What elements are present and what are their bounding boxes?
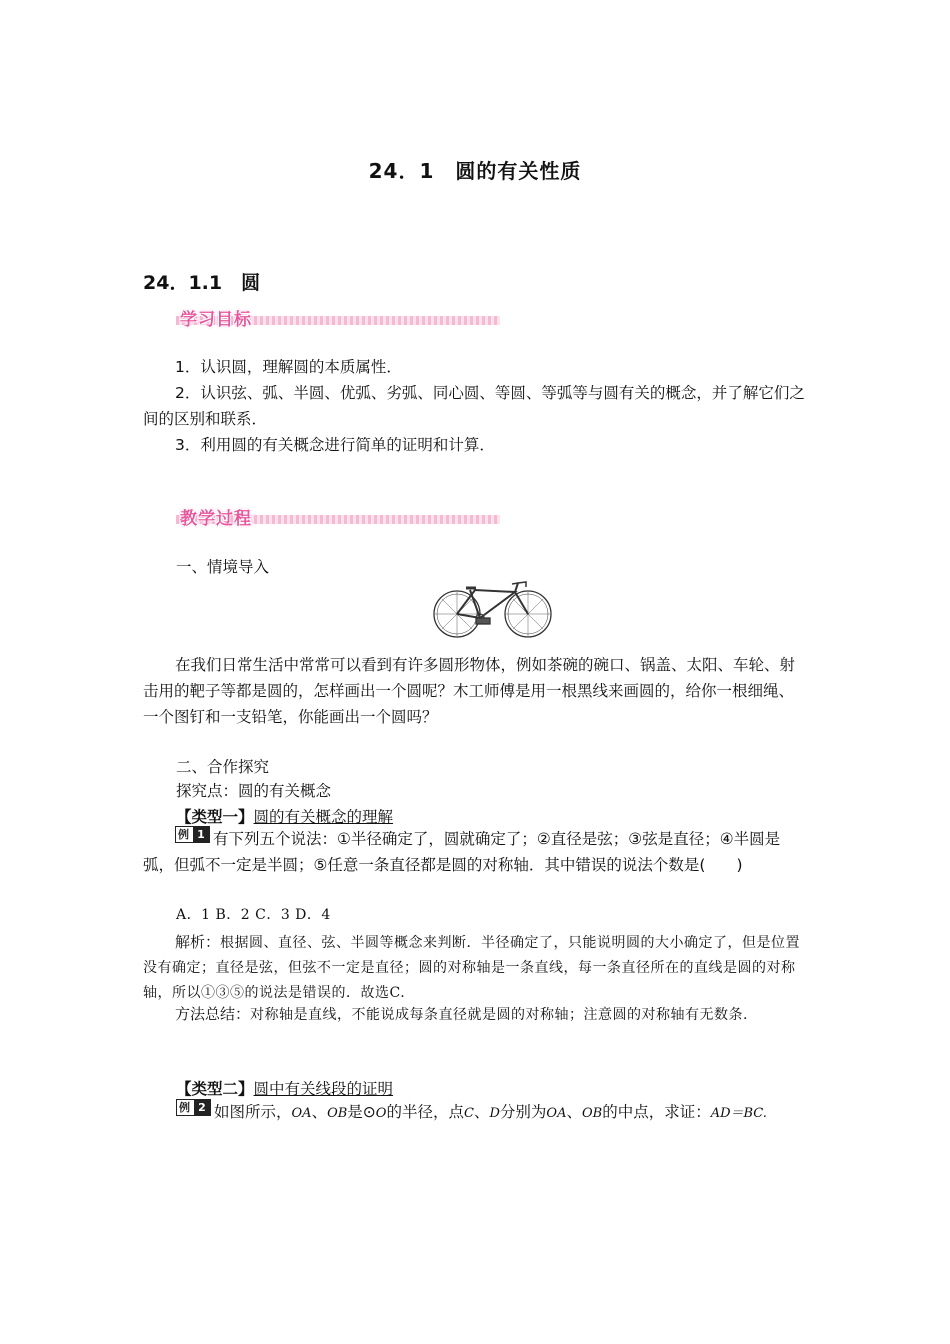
intro-paragraph: 在我们日常生活中常常可以看到有许多圆形物体，例如茶碗的碗口、锅盖、太阳、车轮、射击用的靶子等都是圆的，怎样画出一个圆呢？木工师傅是用一根黑线来画圆的，给你一根细绳、一个图钉和一支铅笔，你能画出一个圆吗？: [143, 656, 796, 726]
goals-badge: [176, 305, 500, 330]
analysis-label: 解析：: [175, 933, 221, 951]
example1-summary: [143, 1002, 808, 1027]
bicycle-image: [430, 578, 556, 642]
type1-bracket: 【类型一】: [176, 808, 254, 826]
example2-text: 例 2 如图所示，OA、OB是⊙O的半径，点C、D分别为OA、OB的中点，求证：AD＝BC.: [176, 1099, 767, 1127]
process-badge: [176, 504, 500, 529]
analysis-text: 根据圆、直径、弦、半圆等概念来判断．半径确定了，只能说明圆的大小确定了，但是位置没有确定；直径是弦，但弦不一定是直径；圆的对称轴是一条直线，每一条直径所在的直线是圆的对称轴，所以①③⑤的说法是错误的．故选C.: [143, 935, 801, 1001]
process-badge-label: 教学过程: [180, 509, 252, 529]
example1-question: 有下列五个说法：①半径确定了，圆就确定了；②直径是弦；③弦是直径；④半圆是弧，但弧不一定是半圆；⑤任意一条直径都是圆的对称轴．其中错误的说法个数是( ): [143, 830, 781, 874]
goals-badge-label: 学习目标: [180, 310, 252, 330]
type1-name: 圆的有关概念的理解: [253, 808, 394, 826]
summary-label: 方法总结：: [175, 1005, 251, 1023]
type2-bracket: 【类型二】: [176, 1080, 254, 1098]
goal-item-1: 1．认识圆，理解圆的本质属性．: [175, 358, 402, 376]
explore-point: 探究点：圆的有关概念: [176, 782, 332, 800]
example2-badge: 例 2: [176, 1099, 211, 1116]
goal-item-3: 3．利用圆的有关概念进行简单的证明和计算．: [175, 436, 495, 454]
example1-analysis: [143, 930, 808, 1005]
section-title: 24．1.1 圆: [143, 272, 261, 294]
example1-text: [143, 826, 808, 878]
example1-badge: 例 1: [175, 826, 210, 843]
summary-text: 对称轴是直线，不能说成每条直径就是圆的对称轴；注意圆的对称轴有无数条.: [250, 1007, 748, 1023]
part1-heading: 一、情境导入: [176, 558, 270, 576]
goal-item-2: 2．认识弦、弧、半圆、优弧、劣弧、同心圆、等圆、等弧等与圆有关的概念，并了解它们之间的区别和联系．: [143, 384, 805, 428]
example1-choices: A．1 B．2 C．3 D．4: [176, 907, 331, 923]
page-title: 24．1 圆的有关性质: [368, 159, 582, 183]
part2-heading: 二、合作探究: [176, 758, 270, 776]
type2-name: 圆中有关线段的证明: [253, 1080, 394, 1098]
